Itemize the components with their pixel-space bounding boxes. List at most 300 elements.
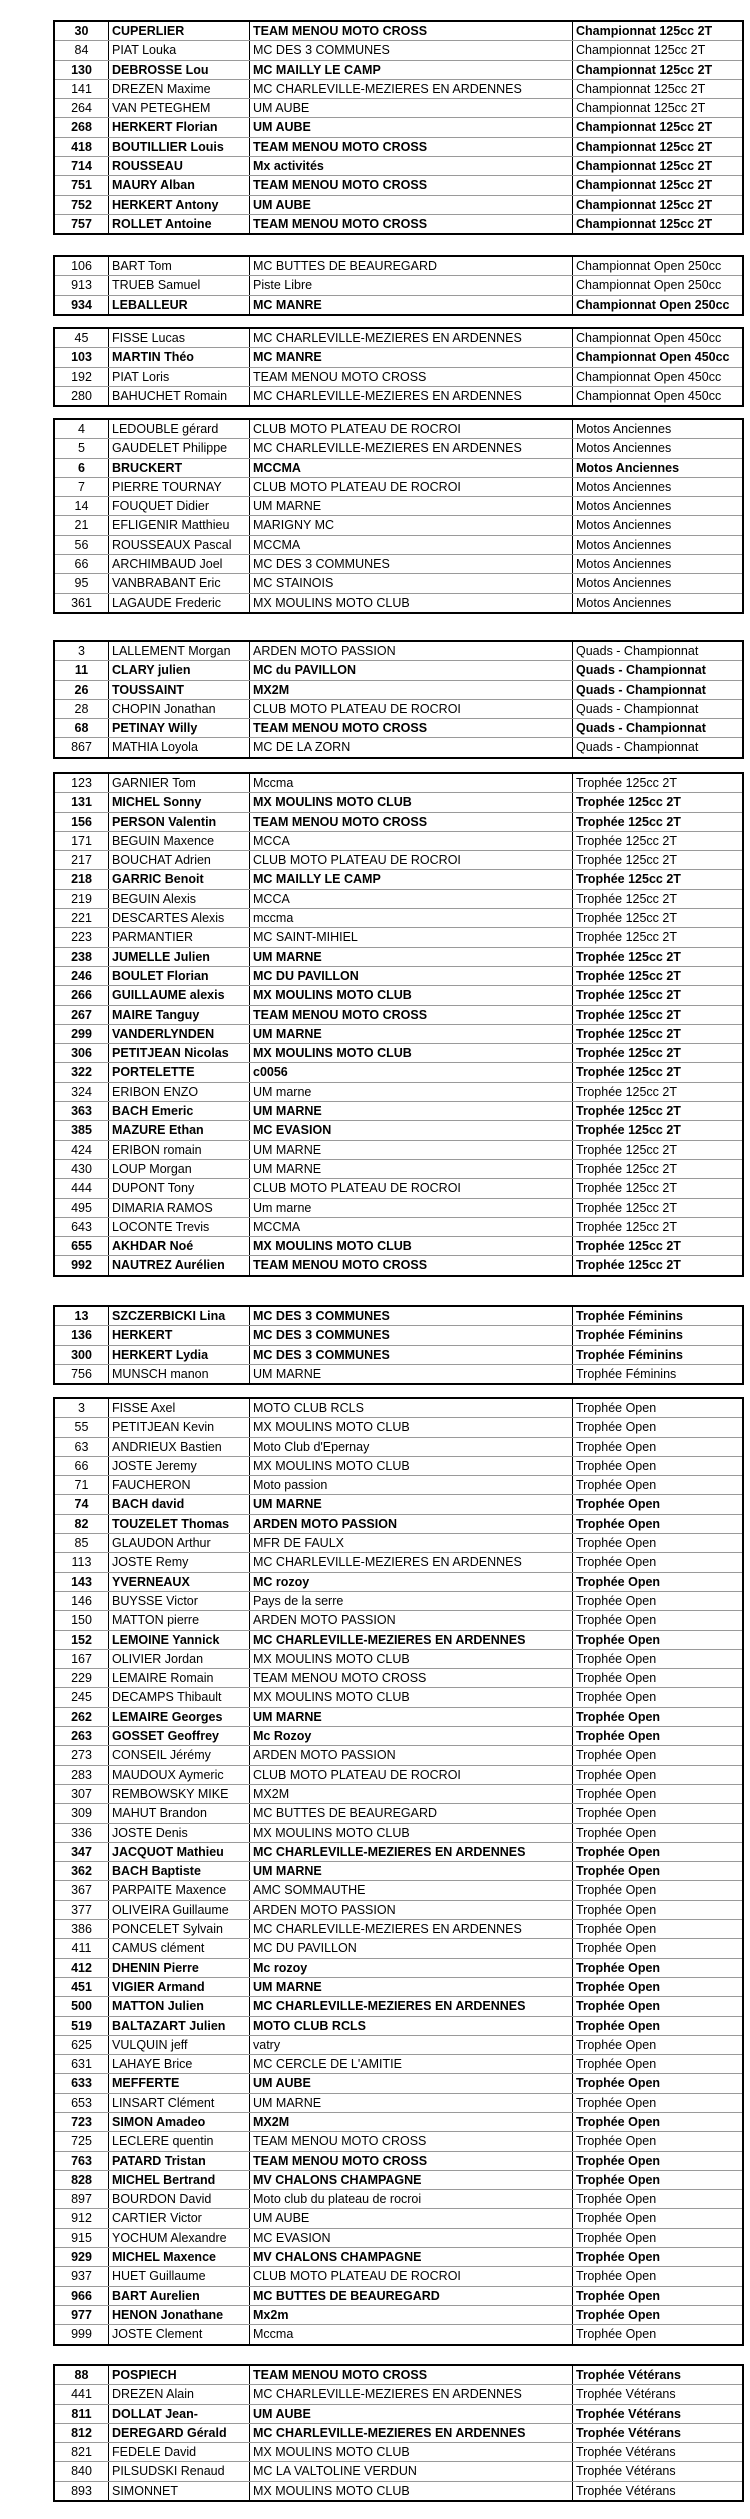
rider-club: TEAM MENOU MOTO CROSS bbox=[250, 719, 573, 738]
rider-name: MUNSCH manon bbox=[109, 1364, 250, 1384]
rider-name: EFLIGENIR Matthieu bbox=[109, 516, 250, 535]
rider-number: 238 bbox=[54, 947, 109, 966]
rider-number: 143 bbox=[54, 1572, 109, 1591]
rider-category: Trophée Open bbox=[573, 2209, 744, 2228]
rider-number: 82 bbox=[54, 1514, 109, 1533]
table-row bbox=[54, 477, 743, 496]
rider-number: 867 bbox=[54, 738, 109, 758]
rider-name: PERSON Valentin bbox=[109, 812, 250, 831]
rider-category: Trophée 125cc 2T bbox=[573, 1024, 744, 1043]
table-row bbox=[54, 928, 743, 947]
rider-number: 246 bbox=[54, 966, 109, 985]
rider-club: MARIGNY MC bbox=[250, 516, 573, 535]
rider-name: YOCHUM Alexandre bbox=[109, 2228, 250, 2247]
rider-category: Championnat 125cc 2T bbox=[573, 79, 744, 98]
rider-club: TEAM MENOU MOTO CROSS bbox=[250, 1669, 573, 1688]
rider-club: TEAM MENOU MOTO CROSS bbox=[250, 1256, 573, 1276]
rider-name: OLIVIER Jordan bbox=[109, 1649, 250, 1668]
rider-category: Trophée Open bbox=[573, 2035, 744, 2054]
rider-club: Mccma bbox=[250, 2325, 573, 2345]
rider-club: Mccma bbox=[250, 773, 573, 793]
rider-category: Trophée Open bbox=[573, 1514, 744, 1533]
rider-name: DEBROSSE Lou bbox=[109, 60, 250, 79]
rider-number: 444 bbox=[54, 1179, 109, 1198]
rider-category: Trophée Open bbox=[573, 1842, 744, 1861]
rider-category: Championnat 125cc 2T bbox=[573, 157, 744, 176]
rider-category: Trophée Open bbox=[573, 1630, 744, 1649]
table-row bbox=[54, 2209, 743, 2228]
rider-club: vatry bbox=[250, 2035, 573, 2054]
rider-number: 763 bbox=[54, 2151, 109, 2170]
rider-name: BOUTILLIER Louis bbox=[109, 137, 250, 156]
rider-name: MATHIA Loyola bbox=[109, 738, 250, 758]
table-row bbox=[54, 1024, 743, 1043]
rider-club: TEAM MENOU MOTO CROSS bbox=[250, 137, 573, 156]
rider-name: OLIVEIRA Guillaume bbox=[109, 1900, 250, 1919]
rider-category: Trophée Open bbox=[573, 1456, 744, 1475]
rider-number: 68 bbox=[54, 719, 109, 738]
table-row bbox=[54, 1765, 743, 1784]
rider-club: MC rozoy bbox=[250, 1572, 573, 1591]
rider-category: Championnat 125cc 2T bbox=[576, 216, 713, 231]
rider-number: 424 bbox=[54, 1140, 109, 1159]
table-row bbox=[54, 2365, 743, 2385]
rider-name: FAUCHERON bbox=[109, 1476, 250, 1495]
rider-category: Motos Anciennes bbox=[573, 497, 744, 516]
rider-club: mccma bbox=[250, 909, 573, 928]
table-row bbox=[54, 497, 743, 516]
rider-club: MX MOULINS MOTO CLUB bbox=[250, 1044, 573, 1063]
rider-category: Trophée 125cc 2T bbox=[573, 1217, 744, 1236]
rider-name: BALTAZART Julien bbox=[109, 2016, 250, 2035]
rider-number: 977 bbox=[54, 2305, 109, 2324]
rider-name: CUPERLIER bbox=[109, 21, 250, 41]
table-row bbox=[54, 1746, 743, 1765]
table-row bbox=[54, 1920, 743, 1939]
rider-number: 363 bbox=[54, 1102, 109, 1121]
rider-name: MATTON Julien bbox=[109, 1997, 250, 2016]
rider-club: MX MOULINS MOTO CLUB bbox=[250, 986, 573, 1005]
rider-club: MX MOULINS MOTO CLUB bbox=[250, 793, 573, 812]
rider-name: DEREGARD Gérald bbox=[109, 2423, 250, 2442]
table-row bbox=[54, 680, 743, 699]
table-row bbox=[54, 1727, 743, 1746]
rider-name: PIAT Loris bbox=[109, 367, 250, 386]
rider-number: 411 bbox=[54, 1939, 109, 1958]
rider-number: 322 bbox=[54, 1063, 109, 1082]
rider-number: 71 bbox=[54, 1476, 109, 1495]
rider-club: UM MARNE bbox=[250, 1102, 573, 1121]
table-row bbox=[54, 773, 743, 793]
table-row bbox=[54, 256, 743, 276]
rider-number: 757 bbox=[54, 214, 109, 234]
rider-number: 267 bbox=[54, 1005, 109, 1024]
rider-category: Trophée 125cc 2T bbox=[573, 928, 744, 947]
table-row bbox=[54, 831, 743, 850]
rider-category: Motos Anciennes bbox=[573, 574, 744, 593]
table-row bbox=[54, 1572, 743, 1591]
rider-number: 625 bbox=[54, 2035, 109, 2054]
rider-number: 11 bbox=[54, 661, 109, 680]
rider-club: MX MOULINS MOTO CLUB bbox=[250, 1456, 573, 1475]
rider-number: 633 bbox=[54, 2074, 109, 2093]
rider-number: 299 bbox=[54, 1024, 109, 1043]
table-row bbox=[54, 1591, 743, 1610]
table-row bbox=[54, 1804, 743, 1823]
rider-number: 130 bbox=[54, 60, 109, 79]
table-row bbox=[54, 195, 743, 214]
rider-club: MC CHARLEVILLE-MEZIERES EN ARDENNES bbox=[250, 1920, 573, 1939]
rider-number: 152 bbox=[54, 1630, 109, 1649]
table-row bbox=[54, 2228, 743, 2247]
rider-name: LEMAIRE Georges bbox=[109, 1707, 250, 1726]
table-row bbox=[54, 593, 743, 613]
rider-name: DHENIN Pierre bbox=[109, 1958, 250, 1977]
rider-number: 264 bbox=[54, 99, 109, 118]
rider-name: FEDELE David bbox=[109, 2443, 250, 2462]
table-row bbox=[54, 2132, 743, 2151]
rider-category: Motos Anciennes bbox=[573, 555, 744, 574]
rider-category: Championnat 125cc 2T bbox=[573, 99, 744, 118]
rider-number: 913 bbox=[54, 276, 109, 295]
rider-category: Trophée Open bbox=[573, 1958, 744, 1977]
rider-name: PETITJEAN Kevin bbox=[109, 1418, 250, 1437]
rider-category: Trophée 125cc 2T bbox=[573, 1082, 744, 1101]
rider-category: Trophée Open bbox=[573, 2093, 744, 2112]
rider-number: 262 bbox=[54, 1707, 109, 1726]
rider-number: 156 bbox=[54, 812, 109, 831]
rider-name: LECLERE quentin bbox=[109, 2132, 250, 2151]
table-row bbox=[54, 699, 743, 718]
rider-number: 714 bbox=[54, 157, 109, 176]
rider-name: JOSTE Denis bbox=[109, 1823, 250, 1842]
rider-category: Championnat Open 450cc bbox=[573, 367, 744, 386]
rider-category: Quads - Championnat bbox=[576, 740, 699, 755]
rider-club: MC du PAVILLON bbox=[250, 661, 573, 680]
rider-number: 309 bbox=[54, 1804, 109, 1823]
table-row bbox=[54, 1630, 743, 1649]
rider-club: Moto Club d'Epernay bbox=[250, 1437, 573, 1456]
table-row bbox=[54, 79, 743, 98]
rider-club: Mc Rozoy bbox=[250, 1727, 573, 1746]
rider-club: MC CHARLEVILLE-MEZIERES EN ARDENNES bbox=[250, 79, 573, 98]
table-row bbox=[54, 2325, 743, 2345]
table-row bbox=[54, 719, 743, 738]
rider-club: MC DU PAVILLON bbox=[250, 966, 573, 985]
rider-number: 725 bbox=[54, 2132, 109, 2151]
rider-name: ARCHIMBAUD Joel bbox=[109, 555, 250, 574]
rider-club: MC MANRE bbox=[250, 348, 573, 367]
rider-name: BAHUCHET Romain bbox=[109, 386, 250, 406]
rider-name: ERIBON ENZO bbox=[109, 1082, 250, 1101]
rider-number: 66 bbox=[54, 555, 109, 574]
category-group-table bbox=[53, 418, 744, 614]
rider-club: MC SAINT-MIHIEL bbox=[250, 928, 573, 947]
rider-category: Trophée Open bbox=[573, 2305, 744, 2324]
rider-category: Trophée Open bbox=[573, 1707, 744, 1726]
rider-club: Mx activités bbox=[250, 157, 573, 176]
rider-name: MICHEL Bertrand bbox=[109, 2170, 250, 2189]
rider-number: 821 bbox=[54, 2443, 109, 2462]
rider-category: Motos Anciennes bbox=[573, 419, 744, 439]
rider-category: Trophée Open bbox=[573, 1553, 744, 1572]
rider-number: 631 bbox=[54, 2055, 109, 2074]
rider-club: TEAM MENOU MOTO CROSS bbox=[250, 2365, 573, 2385]
rider-club: UM MARNE bbox=[250, 1862, 573, 1881]
rider-number: 45 bbox=[54, 328, 109, 348]
rider-name: BACH david bbox=[109, 1495, 250, 1514]
rider-category: Trophée Vétérans bbox=[573, 2404, 744, 2423]
rider-number: 283 bbox=[54, 1765, 109, 1784]
rider-number: 84 bbox=[54, 41, 109, 60]
rider-category: Championnat 125cc 2T bbox=[573, 176, 744, 195]
rider-club: MCCMA bbox=[250, 1217, 573, 1236]
rider-name: FISSE Lucas bbox=[109, 328, 250, 348]
table-row bbox=[54, 1862, 743, 1881]
rider-name: PARPAITE Maxence bbox=[109, 1881, 250, 1900]
rider-club: MC CHARLEVILLE-MEZIERES EN ARDENNES bbox=[250, 328, 573, 348]
rider-name: BACH Baptiste bbox=[109, 1862, 250, 1881]
rider-category: Trophée Vétérans bbox=[573, 2462, 744, 2481]
rider-category: Trophée 125cc 2T bbox=[573, 1159, 744, 1178]
rider-category: Championnat 125cc 2T bbox=[573, 21, 744, 41]
table-row bbox=[54, 1082, 743, 1101]
rider-category: Trophée 125cc 2T bbox=[573, 966, 744, 985]
table-row bbox=[54, 793, 743, 812]
table-row bbox=[54, 1997, 743, 2016]
rider-name: BOURDON David bbox=[109, 2190, 250, 2209]
rider-number: 221 bbox=[54, 909, 109, 928]
rider-club: MX MOULINS MOTO CLUB bbox=[250, 1418, 573, 1437]
rider-number: 441 bbox=[54, 2385, 109, 2404]
rider-number: 377 bbox=[54, 1900, 109, 1919]
rider-category: Trophée Vétérans bbox=[573, 2385, 744, 2404]
table-row bbox=[54, 1958, 743, 1977]
rider-category: Trophée Vétérans bbox=[573, 2365, 744, 2385]
rider-name: DESCARTES Alexis bbox=[109, 909, 250, 928]
rider-name: CHOPIN Jonathan bbox=[109, 699, 250, 718]
category-group-table bbox=[53, 255, 744, 316]
table-row bbox=[54, 439, 743, 458]
table-row bbox=[54, 2423, 743, 2442]
table-row bbox=[54, 2170, 743, 2189]
rider-name: PATARD Tristan bbox=[109, 2151, 250, 2170]
rider-club: UM MARNE bbox=[250, 497, 573, 516]
rider-name: MAZURE Ethan bbox=[109, 1121, 250, 1140]
rider-category: Championnat Open 250cc bbox=[573, 276, 744, 295]
rider-number: 171 bbox=[54, 831, 109, 850]
rider-category: Motos Anciennes bbox=[573, 535, 744, 554]
table-row bbox=[54, 99, 743, 118]
rider-club: MC CHARLEVILLE-MEZIERES EN ARDENNES bbox=[250, 1553, 573, 1572]
table-row bbox=[54, 1044, 743, 1063]
table-row bbox=[54, 1306, 743, 1326]
rider-number: 500 bbox=[54, 1997, 109, 2016]
rider-club: UM MARNE bbox=[250, 1364, 573, 1384]
rider-name: ANDRIEUX Bastien bbox=[109, 1437, 250, 1456]
rider-club: UM MARNE bbox=[250, 947, 573, 966]
rider-club: MC BUTTES DE BEAUREGARD bbox=[250, 256, 573, 276]
rider-club: MCCMA bbox=[250, 458, 573, 477]
rider-number: 218 bbox=[54, 870, 109, 889]
rider-number: 3 bbox=[54, 641, 109, 661]
rider-club: UM AUBE bbox=[250, 2074, 573, 2093]
rider-number: 937 bbox=[54, 2267, 109, 2286]
rider-name: DUPONT Tony bbox=[109, 1179, 250, 1198]
rider-number: 106 bbox=[54, 256, 109, 276]
rider-club: TEAM MENOU MOTO CROSS bbox=[250, 2151, 573, 2170]
rider-name: DECAMPS Thibault bbox=[109, 1688, 250, 1707]
rider-number: 912 bbox=[54, 2209, 109, 2228]
rider-category: Trophée Open bbox=[573, 2151, 744, 2170]
rider-name: MAHUT Brandon bbox=[109, 1804, 250, 1823]
rider-club: MC DES 3 COMMUNES bbox=[250, 1306, 573, 1326]
rider-club: Moto club du plateau de rocroi bbox=[250, 2190, 573, 2209]
rider-number: 367 bbox=[54, 1881, 109, 1900]
rider-name: SIMONNET bbox=[109, 2481, 250, 2501]
rider-name: MAURY Alban bbox=[109, 176, 250, 195]
rider-category: Trophée 125cc 2T bbox=[573, 851, 744, 870]
rider-name: ROUSSEAU bbox=[109, 157, 250, 176]
table-row bbox=[54, 516, 743, 535]
table-row bbox=[54, 1326, 743, 1345]
rider-number: 840 bbox=[54, 2462, 109, 2481]
table-row bbox=[54, 1159, 743, 1178]
rider-number: 300 bbox=[54, 1345, 109, 1364]
rider-category: Trophée Open bbox=[573, 1688, 744, 1707]
rider-number: 828 bbox=[54, 2170, 109, 2189]
rider-name: MAUDOUX Aymeric bbox=[109, 1765, 250, 1784]
rider-club: MC EVASION bbox=[250, 1121, 573, 1140]
rider-name: NAUTREZ Aurélien bbox=[109, 1256, 250, 1276]
table-row bbox=[54, 641, 743, 661]
rider-category: Trophée Open bbox=[573, 1746, 744, 1765]
rider-club: CLUB MOTO PLATEAU DE ROCROI bbox=[250, 2267, 573, 2286]
table-row bbox=[54, 1669, 743, 1688]
rider-club: MX MOULINS MOTO CLUB bbox=[250, 1237, 573, 1256]
table-row bbox=[54, 2385, 743, 2404]
table-row bbox=[54, 889, 743, 908]
rider-club: MCCMA bbox=[250, 535, 573, 554]
table-row bbox=[54, 2267, 743, 2286]
rider-club: Mx2m bbox=[250, 2305, 573, 2324]
rider-name: ROLLET Antoine bbox=[109, 214, 250, 234]
rider-club: UM AUBE bbox=[250, 118, 573, 137]
rider-club: TEAM MENOU MOTO CROSS bbox=[250, 367, 573, 386]
rider-name: TOUZELET Thomas bbox=[109, 1514, 250, 1533]
table-row bbox=[54, 41, 743, 60]
table-row bbox=[54, 535, 743, 554]
rider-number: 418 bbox=[54, 137, 109, 156]
rider-name: VANDERLYNDEN bbox=[109, 1024, 250, 1043]
rider-name: GOSSET Geoffrey bbox=[109, 1727, 250, 1746]
table-row bbox=[54, 1345, 743, 1364]
rider-name: TRUEB Samuel bbox=[109, 276, 250, 295]
table-row bbox=[54, 2055, 743, 2074]
rider-club: MV CHALONS CHAMPAGNE bbox=[250, 2170, 573, 2189]
rider-category: Trophée 125cc 2T bbox=[573, 947, 744, 966]
rider-club: MC CHARLEVILLE-MEZIERES EN ARDENNES bbox=[250, 1630, 573, 1649]
rider-category: Trophée 125cc 2T bbox=[573, 1237, 744, 1256]
rider-club: ARDEN MOTO PASSION bbox=[250, 641, 573, 661]
rider-category: Trophée Open bbox=[573, 1881, 744, 1900]
rider-category: Trophée Féminins bbox=[573, 1306, 744, 1326]
table-row bbox=[54, 2093, 743, 2112]
rider-number: 229 bbox=[54, 1669, 109, 1688]
table-row bbox=[54, 1102, 743, 1121]
table-row bbox=[54, 1256, 743, 1276]
rider-category: Trophée 125cc 2T bbox=[573, 986, 744, 1005]
rider-number: 113 bbox=[54, 1553, 109, 1572]
rider-number: 324 bbox=[54, 1082, 109, 1101]
category-group-table bbox=[53, 2364, 744, 2502]
rider-number: 219 bbox=[54, 889, 109, 908]
rider-name: BOULET Florian bbox=[109, 966, 250, 985]
rider-name: MAIRE Tanguy bbox=[109, 1005, 250, 1024]
rider-number: 643 bbox=[54, 1217, 109, 1236]
rider-category: Championnat Open 250cc bbox=[576, 297, 730, 312]
table-row bbox=[54, 1514, 743, 1533]
rider-name: BEGUIN Maxence bbox=[109, 831, 250, 850]
rider-name: CARTIER Victor bbox=[109, 2209, 250, 2228]
rider-club: MC DES 3 COMMUNES bbox=[250, 1326, 573, 1345]
rider-number: 141 bbox=[54, 79, 109, 98]
rider-category: Championnat Open 450cc bbox=[573, 348, 744, 367]
rider-category: Trophée Féminins bbox=[573, 1326, 744, 1345]
rider-number: 95 bbox=[54, 574, 109, 593]
table-row bbox=[54, 348, 743, 367]
table-row bbox=[54, 1823, 743, 1842]
rider-club: MC CHARLEVILLE-MEZIERES EN ARDENNES bbox=[250, 1842, 573, 1861]
rider-category: Trophée 125cc 2T bbox=[573, 1198, 744, 1217]
rider-club: UM AUBE bbox=[250, 2209, 573, 2228]
rider-name: ROUSSEAUX Pascal bbox=[109, 535, 250, 554]
rider-name: MICHEL Maxence bbox=[109, 2248, 250, 2267]
table-row bbox=[54, 2443, 743, 2462]
rider-number: 655 bbox=[54, 1237, 109, 1256]
rider-category: Trophée 125cc 2T bbox=[573, 773, 744, 793]
rider-category: Trophée 125cc 2T bbox=[573, 1063, 744, 1082]
category-group-table bbox=[53, 1305, 744, 1385]
rider-club: CLUB MOTO PLATEAU DE ROCROI bbox=[250, 1765, 573, 1784]
rider-category: Trophée Open bbox=[573, 1572, 744, 1591]
rider-club: UM MARNE bbox=[250, 1159, 573, 1178]
rider-category: Championnat 125cc 2T bbox=[573, 41, 744, 60]
category-group-table bbox=[53, 1397, 744, 2346]
rider-club: CLUB MOTO PLATEAU DE ROCROI bbox=[250, 699, 573, 718]
rider-category: Trophée Open bbox=[573, 1823, 744, 1842]
rider-category: Trophée Open bbox=[573, 2170, 744, 2189]
rider-club: MOTO CLUB RCLS bbox=[250, 1398, 573, 1418]
rider-name: VULQUIN jeff bbox=[109, 2035, 250, 2054]
table-row bbox=[54, 986, 743, 1005]
rider-number: 519 bbox=[54, 2016, 109, 2035]
rider-number: 66 bbox=[54, 1456, 109, 1475]
rider-name: VAN PETEGHEM bbox=[109, 99, 250, 118]
category-group-table bbox=[53, 20, 744, 235]
rider-category: Trophée Open bbox=[573, 1939, 744, 1958]
rider-name: GARNIER Tom bbox=[109, 773, 250, 793]
rider-name: CLARY julien bbox=[109, 661, 250, 680]
rider-name: HENON Jonathane bbox=[109, 2305, 250, 2324]
rider-name: BART Tom bbox=[109, 256, 250, 276]
rider-name: BRUCKERT bbox=[109, 458, 250, 477]
rider-number: 263 bbox=[54, 1727, 109, 1746]
table-row bbox=[54, 21, 743, 41]
rider-category: Trophée Open bbox=[573, 2267, 744, 2286]
rider-number: 751 bbox=[54, 176, 109, 195]
table-row bbox=[54, 909, 743, 928]
